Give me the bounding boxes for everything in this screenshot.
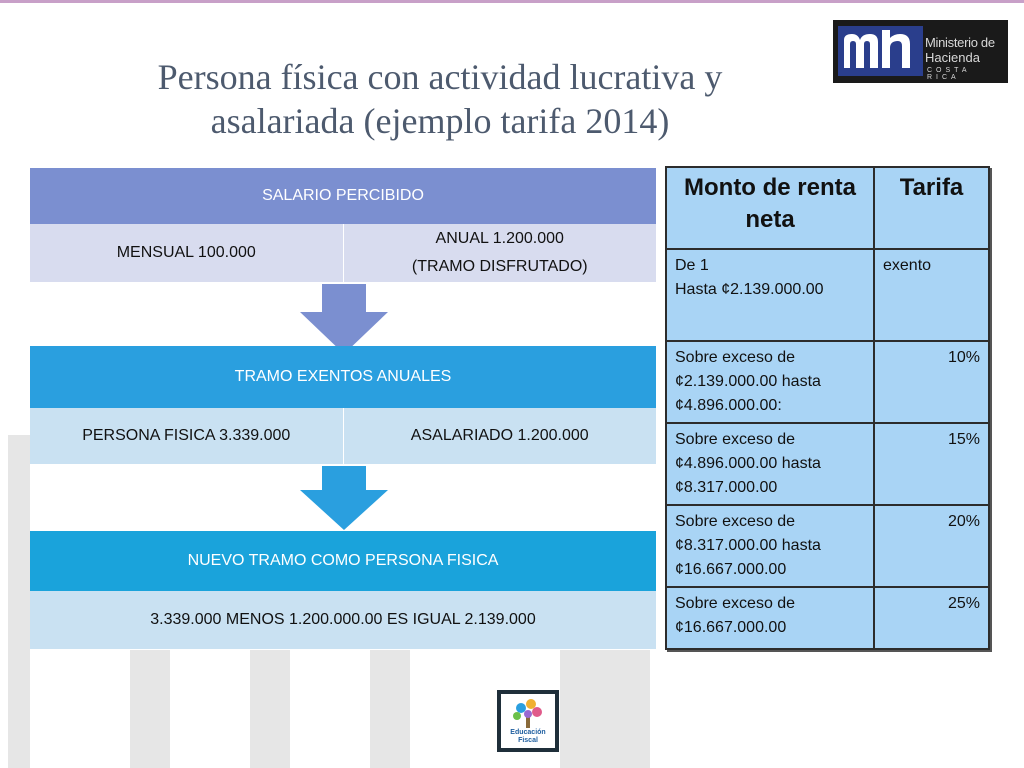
title-line-2: asalariada (ejemplo tarifa 2014) (210, 101, 670, 141)
background-shape (130, 650, 170, 768)
top-accent-line (0, 0, 1024, 3)
asalariado-cell (344, 408, 657, 464)
down-arrow-icon (298, 466, 390, 532)
tarifa-cell: 25% (874, 587, 989, 649)
monto-cell (666, 505, 874, 587)
logo-text-2: Hacienda (925, 50, 980, 65)
table-row (666, 505, 989, 587)
monto-line: ¢2.139.000.00 hasta (675, 373, 821, 390)
tarifa-cell: exento (874, 249, 989, 341)
mensual-cell (30, 224, 344, 282)
nuevo-tramo-label: NUEVO TRAMO COMO PERSONA FISICA (187, 552, 499, 569)
nuevo-tramo-header (30, 531, 656, 591)
monto-line: Sobre exceso de (675, 349, 796, 366)
logo-text-3: COSTA RICA (927, 67, 971, 81)
persona-fisica-cell (30, 408, 344, 464)
tarifa-cell: 10% (874, 341, 989, 423)
table-header-row (666, 167, 989, 249)
monto-cell (666, 587, 874, 649)
monto-line: ¢8.317.000.00 (675, 479, 778, 496)
monto-line: Hasta ¢2.139.000.00 (675, 281, 824, 298)
table-row (666, 587, 989, 649)
badge-text-1: Educación (510, 729, 546, 736)
table-row (666, 249, 989, 341)
slide-title (40, 55, 840, 143)
table-row (666, 423, 989, 505)
persona-fisica-label: PERSONA FISICA 3.339.000 (82, 427, 291, 444)
salario-header-label: SALARIO PERCIBIDO (262, 187, 424, 204)
tramo-disfrutado-label: (TRAMO DISFRUTADO) (411, 258, 588, 275)
logo-text-1: Ministerio de (925, 35, 995, 50)
monto-header: Monto de renta neta (666, 167, 874, 249)
badge-text-2: Fiscal (518, 737, 538, 744)
resultado-label: 3.339.000 MENOS 1.200.000.00 ES IGUAL 2.139.000 (150, 611, 536, 628)
resultado-row (30, 591, 656, 649)
tramo-exentos-row (30, 408, 656, 464)
background-shape (370, 650, 410, 768)
monto-line: ¢8.317.000.00 hasta (675, 537, 821, 554)
monto-line: ¢4.896.000.00: (675, 397, 782, 414)
badge-inner (501, 694, 555, 748)
monto-line: Sobre exceso de (675, 595, 796, 612)
monto-line: ¢16.667.000.00 (675, 619, 787, 636)
background-shape (250, 650, 290, 768)
anual-label: ANUAL 1.200.000 (435, 230, 564, 247)
salario-header (30, 168, 656, 224)
salario-row (30, 224, 656, 282)
monto-cell (666, 249, 874, 341)
mensual-label: MENSUAL 100.000 (116, 244, 256, 261)
monto-line: Sobre exceso de (675, 513, 796, 530)
monto-line: ¢4.896.000.00 hasta (675, 455, 821, 472)
monto-line: De 1 (675, 257, 709, 274)
background-shape (8, 435, 30, 768)
ministerio-hacienda-logo (833, 20, 1008, 83)
background-shape (560, 650, 650, 768)
anual-cell (344, 224, 657, 282)
tramo-exentos-header (30, 346, 656, 408)
resultado-cell (30, 591, 656, 649)
asalariado-label: ASALARIADO 1.200.000 (410, 427, 589, 444)
monto-line: Sobre exceso de (675, 431, 796, 448)
tramo-exentos-label: TRAMO EXENTOS ANUALES (234, 368, 452, 385)
tarifa-cell: 20% (874, 505, 989, 587)
title-line-1: Persona física con actividad lucrativa y (157, 57, 723, 97)
mh-logo-icon (838, 26, 923, 76)
monto-line: ¢16.667.000.00 (675, 561, 787, 578)
tarifa-table (665, 166, 990, 650)
tarifa-cell: 15% (874, 423, 989, 505)
monto-cell (666, 423, 874, 505)
monto-cell (666, 341, 874, 423)
educacion-fiscal-logo (497, 690, 559, 752)
table-row (666, 341, 989, 423)
tarifa-header: Tarifa (874, 167, 989, 249)
